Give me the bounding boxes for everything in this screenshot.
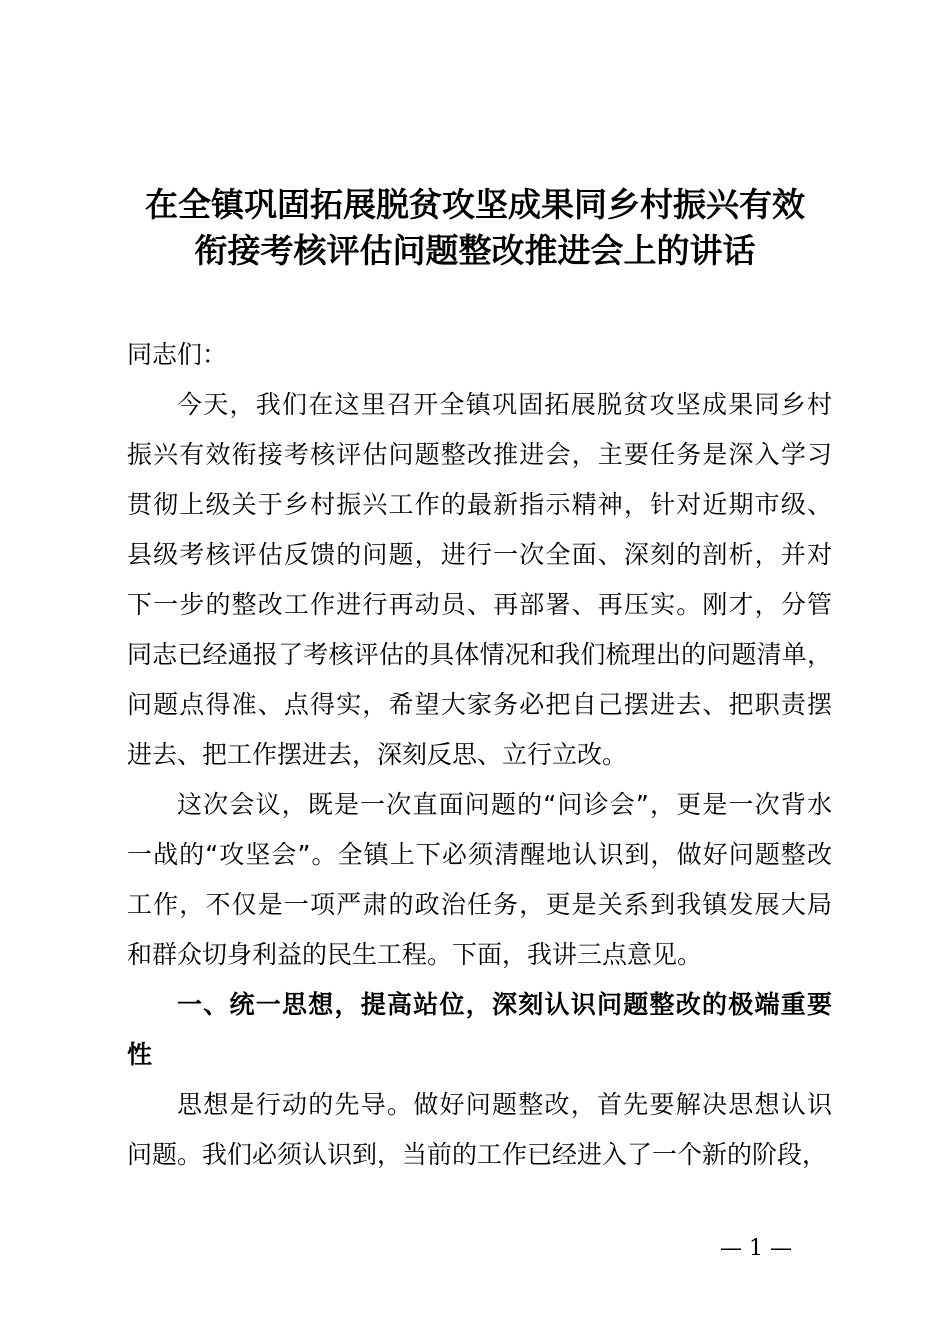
text-line: 问题点得准、点得实，希望大家务必把自己摆进去、把职责摆: [127, 690, 832, 719]
text-line: 下一步的整改工作进行再动员、再部署、再压实。刚才，分管: [127, 590, 832, 619]
document-title: [100, 182, 850, 274]
document-body: [127, 330, 832, 1180]
paragraph: [127, 380, 832, 780]
text-line: 县级考核评估反馈的问题，进行一次全面、深刻的剖析，并对: [127, 540, 832, 569]
text-line: 性: [127, 1040, 153, 1069]
section-heading: [127, 980, 832, 1080]
text-line: 工作，不仅是一项严肃的政治任务，更是关系到我镇发展大局: [127, 890, 832, 919]
text-line: 思想是行动的先导。做好问题整改，首先要解决思想认识: [177, 1090, 832, 1119]
text-line: 一战的“攻坚会”。全镇上下必须清醒地认识到，做好问题整改: [127, 840, 832, 869]
paragraph: [127, 1080, 832, 1180]
text-line: 问题。我们必须认识到，当前的工作已经进入了一个新的阶段，: [127, 1140, 828, 1169]
text-line: 一、统一思想，提高站位，深刻认识问题整改的极端重要: [177, 990, 832, 1019]
text-line: 进去、把工作摆进去，深刻反思、立行立改。: [127, 740, 628, 769]
salutation: 同志们：: [127, 340, 228, 369]
title-line-1: 在全镇巩固拓展脱贫攻坚成果同乡村振兴有效: [145, 185, 805, 224]
paragraph: [127, 780, 832, 980]
text-line: 贯彻上级关于乡村振兴工作的最新指示精神，针对近期市级、: [127, 490, 832, 519]
text-line: 今天，我们在这里召开全镇巩固拓展脱贫攻坚成果同乡村: [177, 390, 832, 419]
text-line: 同志已经通报了考核评估的具体情况和我们梳理出的问题清单，: [127, 640, 832, 669]
page-number: — 1 —: [720, 1236, 792, 1261]
text-line: 和群众切身利益的民生工程。下面，我讲三点意见。: [127, 940, 703, 969]
text-line: 振兴有效衔接考核评估问题整改推进会，主要任务是深入学习: [127, 440, 832, 469]
title-line-2: 衔接考核评估问题整改推进会上的讲话: [194, 231, 756, 270]
text-line: 这次会议，既是一次直面问题的“问诊会”，更是一次背水: [177, 790, 832, 819]
